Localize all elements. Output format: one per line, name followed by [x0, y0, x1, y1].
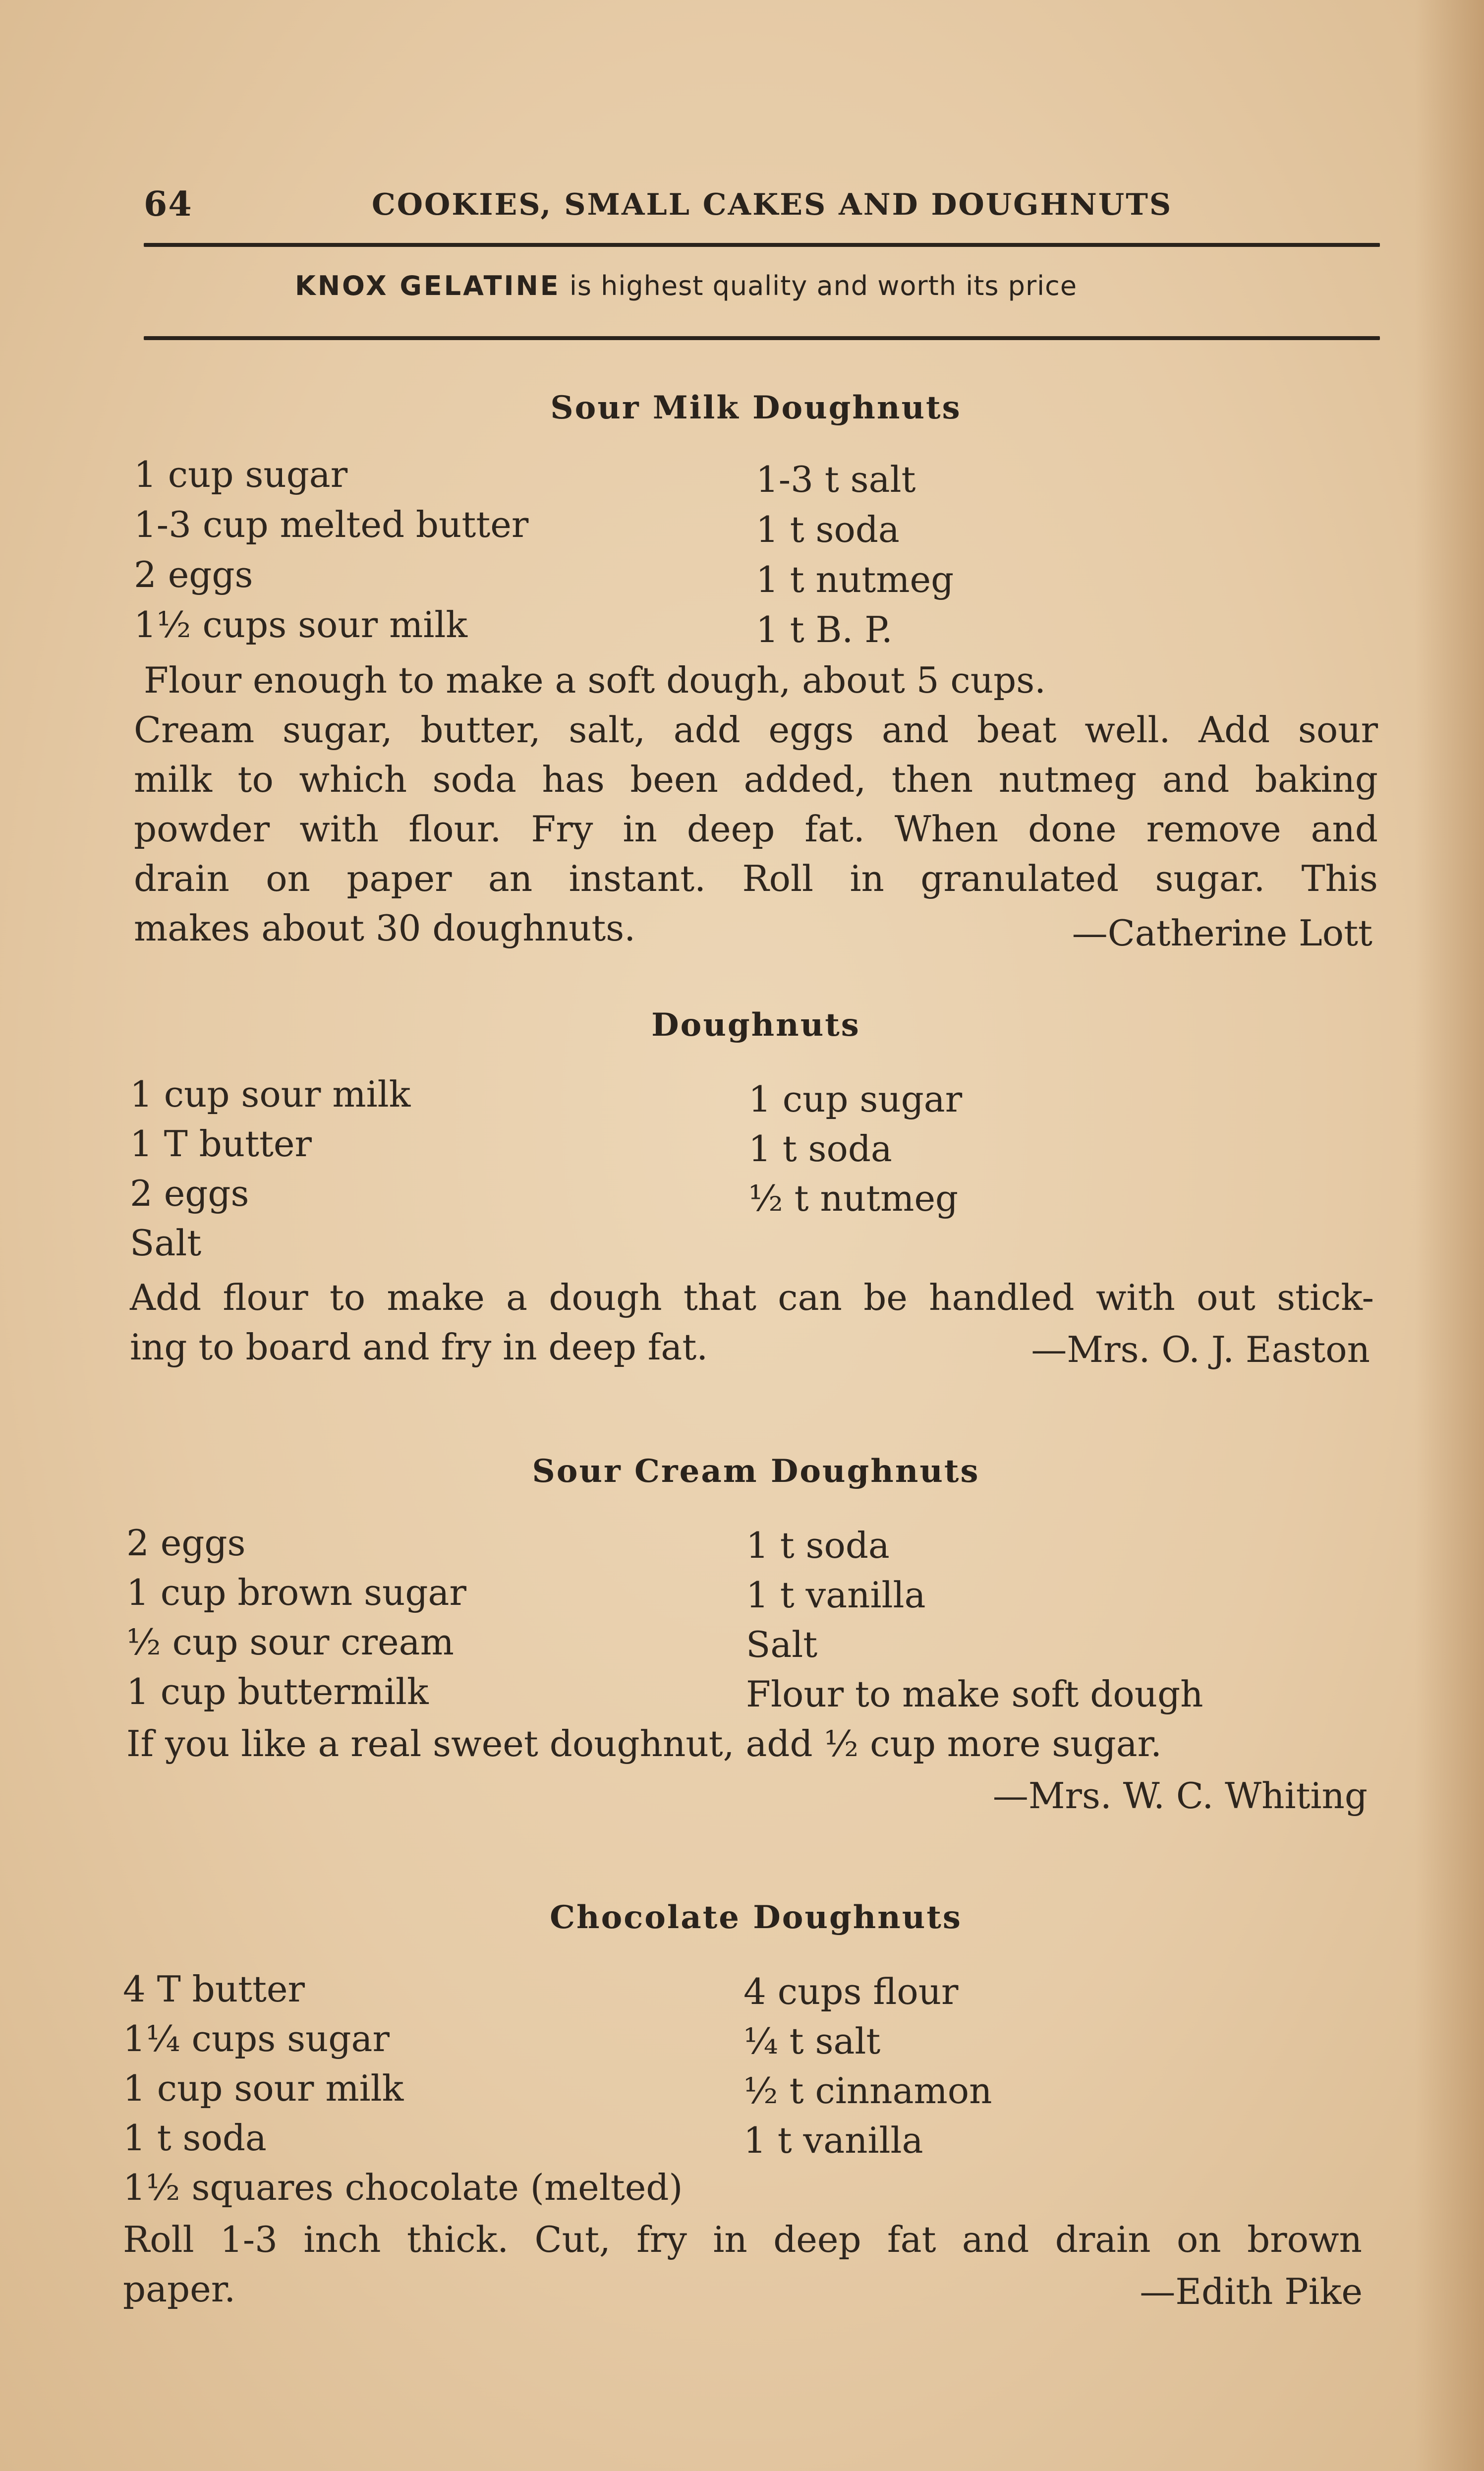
ingredient: 1 cup brown sugar [126, 1572, 466, 1613]
ingredient: 2 eggs [130, 1173, 249, 1214]
recipe-text-line: Add flour to make a dough that can be handled with out stick- [130, 1277, 1374, 1318]
page-number: 64 [144, 184, 193, 224]
ingredient: Salt [746, 1624, 818, 1665]
ingredient: 1 T butter [130, 1123, 312, 1165]
ingredient: 2 eggs [134, 554, 253, 595]
ingredient: ½ t cinnamon [743, 2070, 992, 2112]
ingredient: 1 cup sugar [748, 1078, 963, 1120]
ingredient: 1-3 cup melted butter [134, 504, 529, 545]
ingredient: 4 T butter [123, 1968, 305, 2010]
ingredient: 1 t nutmeg [756, 559, 954, 600]
recipe-text-line: ing to board and fry in deep fat. [130, 1326, 708, 1368]
ingredient: 1 t vanilla [743, 2119, 923, 2161]
ingredient: 1 cup sour milk [130, 1073, 411, 1115]
advertisement-tagline [295, 270, 1077, 301]
tagline-text: is highest quality and worth its price [560, 270, 1078, 301]
recipe-text-line: powder with flour. Fry in deep fat. When done remove and [134, 808, 1378, 850]
recipe-attribution: —Catherine Lott [1072, 912, 1372, 954]
recipe-attribution: —Mrs. O. J. Easton [1031, 1329, 1370, 1370]
ingredient: 1 t soda [746, 1525, 890, 1566]
ingredient: Flour to make soft dough [746, 1673, 1203, 1715]
ingredient: 1 t soda [756, 509, 900, 550]
ingredient: 1 t vanilla [746, 1574, 926, 1616]
tagline-brand: KNOX GELATINE [295, 270, 561, 301]
recipe-text-line: makes about 30 doughnuts. [134, 907, 636, 949]
ingredient: ¼ t salt [743, 2020, 881, 2062]
recipe-title: Sour Milk Doughnuts [550, 389, 962, 426]
page-header [144, 184, 1383, 229]
recipe-title: Doughnuts [651, 1006, 860, 1044]
ingredient: 2 eggs [126, 1522, 246, 1564]
recipe-title: Sour Cream Doughnuts [532, 1453, 980, 1490]
ingredient: 1¼ cups sugar [123, 2018, 390, 2059]
recipe-attribution: —Mrs. W. C. Whiting [992, 1775, 1368, 1817]
recipe-attribution: —Edith Pike [1140, 2271, 1363, 2312]
recipe-text-line: paper. [123, 2268, 236, 2310]
section-title: COOKIES, SMALL CAKES AND DOUGHNUTS [372, 187, 1173, 222]
ingredient: 1 t soda [123, 2117, 267, 2159]
recipe-text-line: Roll 1-3 inch thick. Cut, fry in deep fat and drain on brown [123, 2219, 1362, 2260]
recipe-title: Chocolate Doughnuts [550, 1899, 962, 1936]
ingredient: ½ cup sour cream [126, 1621, 454, 1663]
recipe-text-line: If you like a real sweet doughnut, add ½ cup more sugar. [126, 1723, 1162, 1765]
ingredient: 1-3 t salt [756, 459, 916, 500]
ingredient: 1½ squares chocolate (melted) [123, 2167, 683, 2208]
ingredient: ½ t nutmeg [748, 1177, 959, 1219]
recipe-text-line: Flour enough to make a soft dough, about 5 cups. [144, 659, 1046, 701]
recipe-text-line: drain on paper an instant. Roll in granulated sugar. This [134, 858, 1378, 899]
ingredient: 4 cups flour [743, 1971, 959, 2012]
ingredient: 1 cup sugar [134, 454, 348, 495]
recipe-text-line: milk to which soda has been added, then nutmeg and baking [134, 759, 1378, 800]
tagline-rule [144, 336, 1380, 340]
ingredient: 1 cup buttermilk [126, 1671, 429, 1712]
ingredient: 1½ cups sour milk [134, 604, 468, 646]
ingredient: Salt [130, 1222, 202, 1264]
recipe-text-line: Cream sugar, butter, salt, add eggs and beat well. Add sour [134, 709, 1378, 751]
ingredient: 1 cup sour milk [123, 2067, 404, 2109]
ingredient: 1 t soda [748, 1128, 892, 1170]
header-rule [144, 243, 1380, 247]
ingredient: 1 t B. P. [756, 609, 893, 650]
